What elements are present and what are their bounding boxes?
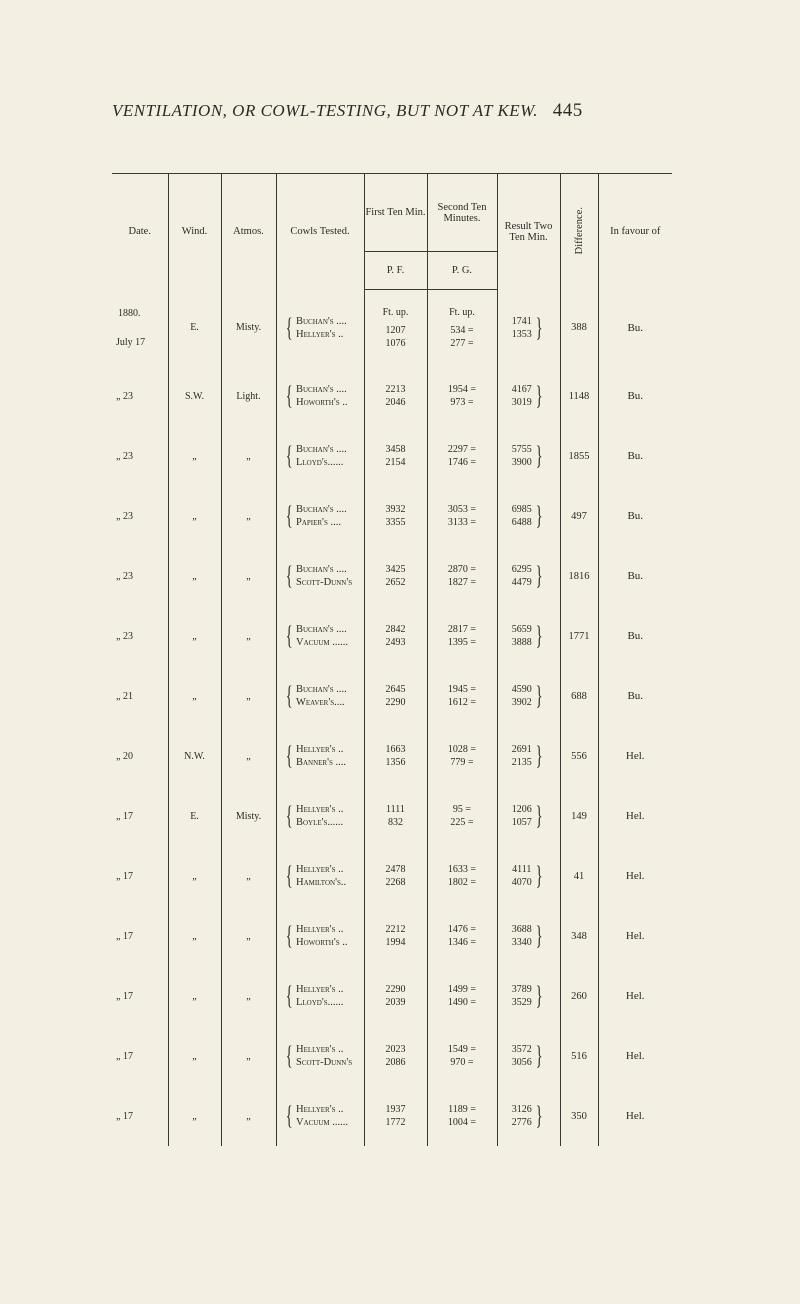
cell-wind: S.W. — [168, 366, 221, 426]
cowl-name: Buchan's .... — [295, 444, 347, 455]
cell-result: 6985 6488 } — [497, 486, 560, 546]
cell-favour: Hel. — [598, 1026, 672, 1086]
cell-favour: Hel. — [598, 1086, 672, 1146]
right-brace: } — [535, 441, 543, 470]
cell-favour: Bu. — [598, 426, 672, 486]
header-in-favour-of: In favour of — [598, 174, 672, 290]
cell-atmos: „ — [221, 486, 276, 546]
cell-date: 1880. July 17 — [112, 290, 168, 367]
table-row — [112, 906, 672, 966]
cell-difference: 149 — [560, 786, 598, 846]
cell-second: 2297 = 1746 = — [427, 426, 497, 486]
header-difference: Difference. — [560, 174, 598, 290]
cell-atmos: „ — [221, 726, 276, 786]
header-cowls-tested: Cowls Tested. — [276, 174, 364, 290]
cowl-name: Boyle's...... — [295, 817, 344, 828]
cell-difference: 556 — [560, 726, 598, 786]
header-pf: P. F. — [364, 252, 427, 290]
cowl-name: Scott-Dunn's — [295, 1057, 353, 1068]
cell-date: „ 17 — [112, 786, 168, 846]
cell-favour: Bu. — [598, 290, 672, 367]
cell-result: 4590 3902 } — [497, 666, 560, 726]
cell-result: 6295 4479 } — [497, 546, 560, 606]
right-brace: } — [535, 312, 543, 342]
cowl-name: Howorth's .. — [295, 397, 348, 408]
cell-date: „ 21 — [112, 666, 168, 726]
cell-wind: „ — [168, 606, 221, 666]
cell-date: „ 23 — [112, 546, 168, 606]
left-brace: { — [285, 981, 293, 1010]
cell-wind: „ — [168, 426, 221, 486]
cowl-name: Lloyd's...... — [295, 457, 344, 468]
table-row — [112, 726, 672, 786]
right-brace: } — [535, 861, 543, 890]
cell-difference: 1816 — [560, 546, 598, 606]
table-row — [112, 846, 672, 906]
cell-date: „ 17 — [112, 906, 168, 966]
cell-result: 3688 3340 } — [497, 906, 560, 966]
cowl-name: Vacuum ...... — [295, 637, 349, 648]
cell-second: 2817 = 1395 = — [427, 606, 497, 666]
cell-second: Ft. up. 534 = 277 = — [427, 290, 497, 367]
cell-difference: 1148 — [560, 366, 598, 426]
cell-cowls — [276, 1086, 364, 1146]
cell-difference: 41 — [560, 846, 598, 906]
cell-result: 5659 3888 } — [497, 606, 560, 666]
left-brace: { — [285, 441, 293, 470]
cell-cowls — [276, 906, 364, 966]
cell-date: „ 23 — [112, 366, 168, 426]
cell-date: „ 17 — [112, 846, 168, 906]
cell-cowls — [276, 726, 364, 786]
cell-atmos: Light. — [221, 366, 276, 426]
cell-first: 1111 832 — [364, 786, 427, 846]
cell-atmos: „ — [221, 666, 276, 726]
cell-wind: „ — [168, 486, 221, 546]
cell-first: 3932 3355 — [364, 486, 427, 546]
cell-wind: „ — [168, 546, 221, 606]
cell-wind: E. — [168, 290, 221, 367]
cell-result: 3789 3529 } — [497, 966, 560, 1026]
cell-cowls — [276, 486, 364, 546]
cowl-name: Buchan's .... — [295, 624, 347, 635]
cell-atmos: Misty. — [221, 290, 276, 367]
cell-atmos: „ — [221, 1086, 276, 1146]
left-brace: { — [285, 921, 293, 950]
cell-wind: „ — [168, 666, 221, 726]
cell-wind: „ — [168, 1086, 221, 1146]
cowl-name: Buchan's .... — [295, 384, 347, 395]
left-brace: { — [285, 501, 293, 530]
cell-difference: 497 — [560, 486, 598, 546]
cell-wind: „ — [168, 1026, 221, 1086]
left-brace: { — [285, 1041, 293, 1070]
cell-second: 1945 = 1612 = — [427, 666, 497, 726]
cowl-name: Hellyer's .. — [295, 804, 344, 815]
cell-first: 2290 2039 — [364, 966, 427, 1026]
cowl-name: Lloyd's...... — [295, 997, 344, 1008]
cell-favour: Hel. — [598, 726, 672, 786]
cowl-name: Buchan's .... — [295, 315, 347, 327]
cell-second: 2870 = 1827 = — [427, 546, 497, 606]
right-brace: } — [535, 1041, 543, 1070]
left-brace: { — [285, 381, 293, 410]
cowl-name: Hellyer's .. — [295, 744, 344, 755]
cell-second: 3053 = 3133 = — [427, 486, 497, 546]
cell-atmos: „ — [221, 846, 276, 906]
cell-cowls — [276, 786, 364, 846]
cowl-name: Scott-Dunn's — [295, 577, 353, 588]
cell-second: 1028 = 779 = — [427, 726, 497, 786]
cowl-name: Papier's .... — [295, 517, 341, 528]
cell-first: 2645 2290 — [364, 666, 427, 726]
cowl-name: Buchan's .... — [295, 504, 347, 515]
cell-result: 3572 3056 } — [497, 1026, 560, 1086]
cell-atmos: Misty. — [221, 786, 276, 846]
left-brace: { — [285, 312, 293, 342]
cell-favour: Hel. — [598, 846, 672, 906]
cell-atmos: „ — [221, 906, 276, 966]
cell-wind: „ — [168, 846, 221, 906]
cell-favour: Hel. — [598, 906, 672, 966]
cowl-name: Weaver's.... — [295, 697, 345, 708]
cell-atmos: „ — [221, 966, 276, 1026]
cowl-name: Buchan's .... — [295, 564, 347, 575]
cell-first: 2213 2046 — [364, 366, 427, 426]
cell-first: 1663 1356 — [364, 726, 427, 786]
cell-second: 1189 = 1004 = — [427, 1086, 497, 1146]
cell-result: 4167 3019 } — [497, 366, 560, 426]
cell-first: 3458 2154 — [364, 426, 427, 486]
cell-date: „ 23 — [112, 426, 168, 486]
table-row — [112, 666, 672, 726]
left-brace: { — [285, 861, 293, 890]
cowl-name: Hellyer's .. — [295, 984, 344, 995]
table-row — [112, 966, 672, 1026]
cell-cowls — [276, 846, 364, 906]
cell-favour: Bu. — [598, 366, 672, 426]
cell-second: 1476 = 1346 = — [427, 906, 497, 966]
cell-wind: „ — [168, 906, 221, 966]
cell-cowls — [276, 666, 364, 726]
running-head-title: VENTILATION, OR COWL-TESTING, BUT NOT AT KEW. — [112, 101, 539, 120]
cowl-name: Vacuum ...... — [295, 1117, 349, 1128]
cell-second: 1499 = 1490 = — [427, 966, 497, 1026]
table-row — [112, 606, 672, 666]
cell-atmos: „ — [221, 1026, 276, 1086]
cell-first: 2842 2493 — [364, 606, 427, 666]
cell-cowls — [276, 1026, 364, 1086]
cowl-name: Hellyer's .. — [295, 924, 344, 935]
right-brace: } — [535, 921, 543, 950]
cowl-name: Hellyer's .. — [295, 1044, 344, 1055]
cell-date: „ 17 — [112, 1086, 168, 1146]
cell-favour: Bu. — [598, 666, 672, 726]
cell-second: 95 = 225 = — [427, 786, 497, 846]
cell-result: 2691 2135 } — [497, 726, 560, 786]
left-brace: { — [285, 741, 293, 770]
cell-favour: Hel. — [598, 966, 672, 1026]
cowl-test-table — [112, 173, 672, 1146]
header-first-ten-min: First Ten Min. — [364, 174, 427, 252]
table-row — [112, 426, 672, 486]
left-brace: { — [285, 681, 293, 710]
cell-first: 2212 1994 — [364, 906, 427, 966]
left-brace: { — [285, 1101, 293, 1130]
table-row — [112, 366, 672, 426]
cell-cowls — [276, 546, 364, 606]
units-first: Ft. up. — [382, 306, 409, 318]
cell-difference: 348 — [560, 906, 598, 966]
page-number: 445 — [552, 100, 583, 121]
table-row — [112, 546, 672, 606]
cell-first: 2023 2086 — [364, 1026, 427, 1086]
cell-favour: Bu. — [598, 546, 672, 606]
cell-atmos: „ — [221, 546, 276, 606]
cowl-name: Hellyer's .. — [295, 1104, 344, 1115]
table-row — [112, 786, 672, 846]
cell-date: „ 17 — [112, 1026, 168, 1086]
right-brace: } — [535, 981, 543, 1010]
right-brace: } — [535, 621, 543, 650]
cell-date: „ 20 — [112, 726, 168, 786]
cell-favour: Bu. — [598, 486, 672, 546]
table-row — [112, 1026, 672, 1086]
header-date: Date. — [112, 174, 168, 290]
cell-wind: N.W. — [168, 726, 221, 786]
cell-first: 3425 2652 — [364, 546, 427, 606]
right-brace: } — [535, 501, 543, 530]
cell-difference: 1771 — [560, 606, 598, 666]
table-row — [112, 486, 672, 546]
header-wind: Wind. — [168, 174, 221, 290]
cowl-name: Hellyer's .. — [295, 864, 344, 875]
cell-cowls — [276, 966, 364, 1026]
cell-cowls — [276, 290, 364, 367]
cell-difference: 260 — [560, 966, 598, 1026]
cell-atmos: „ — [221, 606, 276, 666]
cell-first: 1937 1772 — [364, 1086, 427, 1146]
cell-result: 5755 3900 } — [497, 426, 560, 486]
cell-cowls — [276, 426, 364, 486]
cell-first: 2478 2268 — [364, 846, 427, 906]
cowl-name: Howorth's .. — [295, 937, 348, 948]
cell-result: 1206 1057 } — [497, 786, 560, 846]
cell-difference: 350 — [560, 1086, 598, 1146]
cell-favour: Hel. — [598, 786, 672, 846]
right-brace: } — [535, 801, 543, 830]
cell-result: 1741 1353 } — [497, 290, 560, 367]
table-row — [112, 290, 672, 367]
cell-difference: 388 — [560, 290, 598, 367]
cell-first: Ft. up. 1207 1076 — [364, 290, 427, 367]
right-brace: } — [535, 741, 543, 770]
left-brace: { — [285, 561, 293, 590]
units-second: Ft. up. — [449, 306, 475, 318]
cell-cowls — [276, 606, 364, 666]
cell-second: 1954 = 973 = — [427, 366, 497, 426]
right-brace: } — [535, 1101, 543, 1130]
header-pg: P. G. — [427, 252, 497, 290]
table-row — [112, 1086, 672, 1146]
right-brace: } — [535, 681, 543, 710]
cell-difference: 516 — [560, 1026, 598, 1086]
cell-date: „ 23 — [112, 486, 168, 546]
cowl-name: Hamilton's.. — [295, 877, 347, 888]
cell-favour: Bu. — [598, 606, 672, 666]
left-brace: { — [285, 621, 293, 650]
cell-result: 4111 4070 } — [497, 846, 560, 906]
cell-atmos: „ — [221, 426, 276, 486]
cell-second: 1633 = 1802 = — [427, 846, 497, 906]
cowl-name: Buchan's .... — [295, 684, 347, 695]
cell-second: 1549 = 970 = — [427, 1026, 497, 1086]
cowl-name: Hellyer's .. — [295, 328, 344, 340]
cell-date: „ 23 — [112, 606, 168, 666]
header-result: Result Two Ten Min. — [497, 174, 560, 290]
right-brace: } — [535, 381, 543, 410]
cell-result: 3126 2776 } — [497, 1086, 560, 1146]
cowl-name: Banner's .... — [295, 757, 347, 768]
left-brace: { — [285, 801, 293, 830]
right-brace: } — [535, 561, 543, 590]
header-atmos: Atmos. — [221, 174, 276, 290]
cell-difference: 1855 — [560, 426, 598, 486]
cell-difference: 688 — [560, 666, 598, 726]
running-head — [112, 100, 672, 122]
cell-cowls — [276, 366, 364, 426]
cell-wind: E. — [168, 786, 221, 846]
year-label: 1880. — [118, 307, 141, 319]
cell-wind: „ — [168, 966, 221, 1026]
cell-date: „ 17 — [112, 966, 168, 1026]
header-second-ten-minutes: Second Ten Minutes. — [427, 174, 497, 252]
